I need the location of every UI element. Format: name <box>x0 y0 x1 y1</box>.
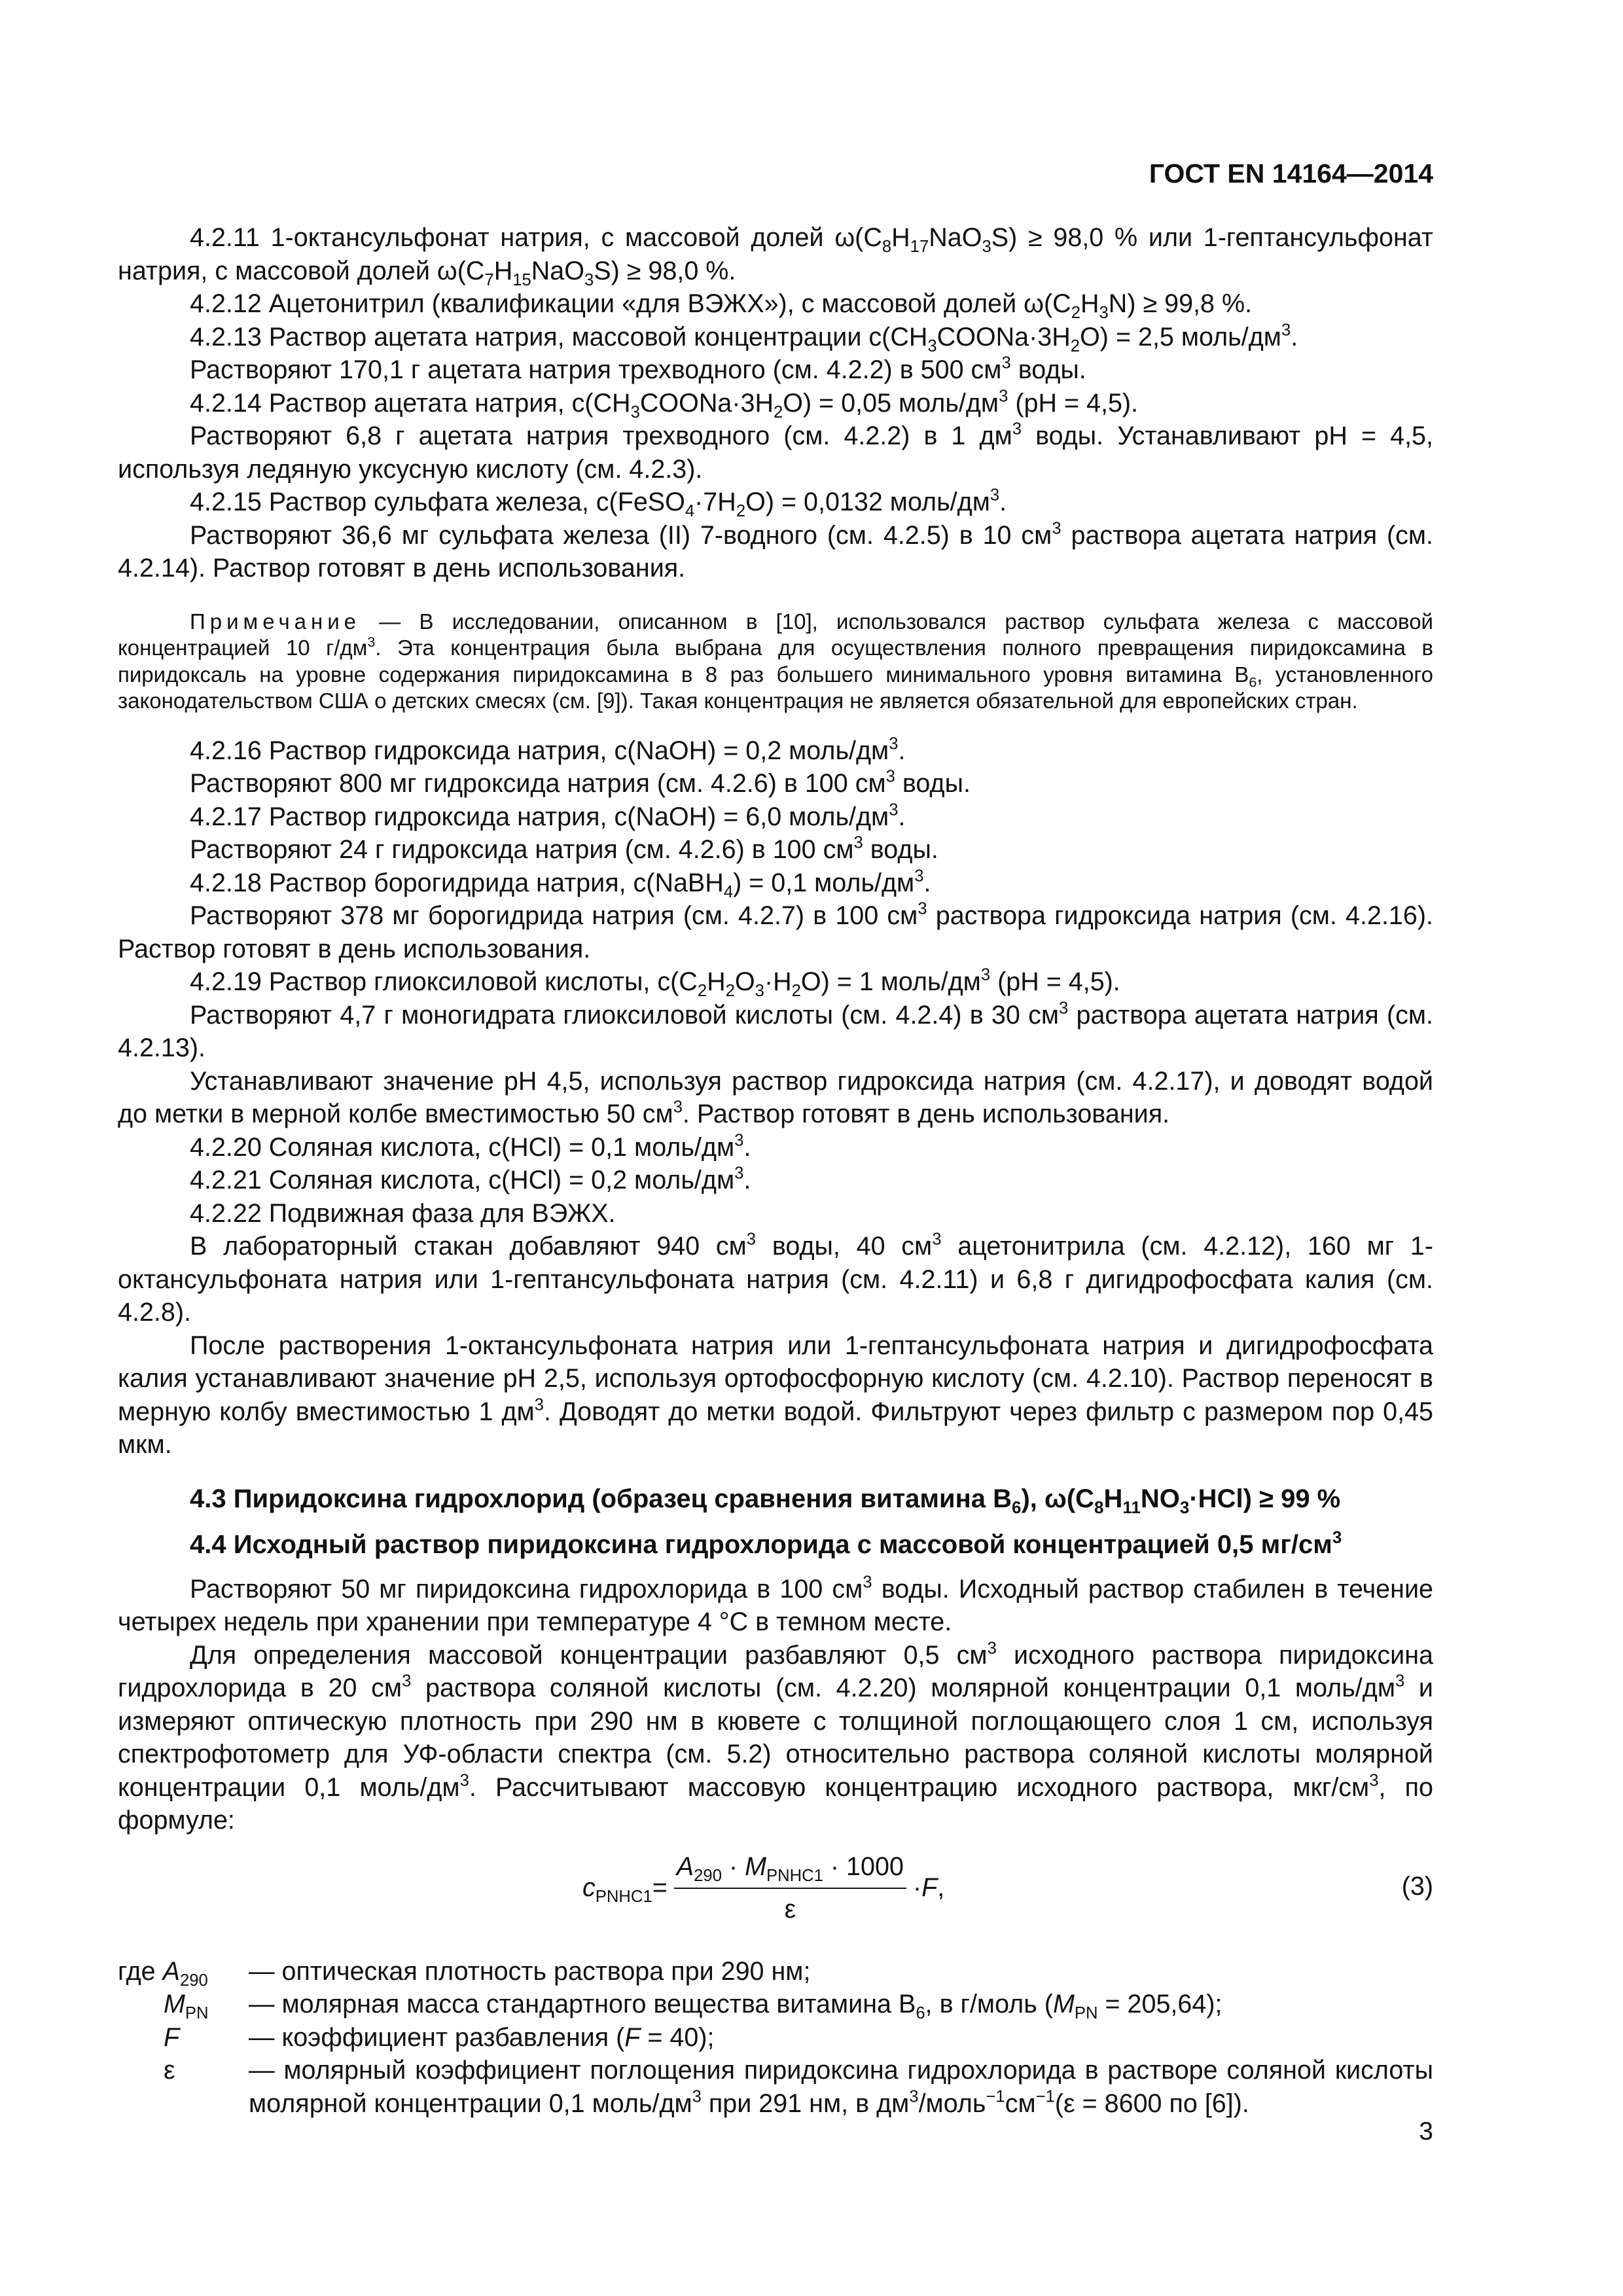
legend-row-a290: где $A_{290}$ — оптическая плотность раствора при 290 нм; <box>118 1956 811 1990</box>
formula-number: (3) <box>1401 1871 1433 1901</box>
item-4-2-19-text-2: Устанавливают значение pH 4,5, используя раствор гидроксида натрия (см. 4.2.17), и доводят водой до метки в мерной колбе вместимостью 50 $см^3$. Раствор готовят в день использования. <box>118 1066 1433 1128</box>
item-4-2-20: 4.2.20 Соляная кислота, c(HCl) = 0,1 моль/$дм^3$. <box>190 1131 751 1162</box>
item-4-2-16-text: Растворяют 800 мг гидроксида натрия (см. 4.2.6) в 100 $см^3$ воды. <box>190 767 971 798</box>
item-4-2-19-text: Растворяют 4,7 г моногидрата глиоксиловой кислоты (см. 4.2.4) в 30 $см^3$ раствора ацетата натрия (см. 4.2.13). <box>118 999 1433 1062</box>
item-4-2-18-text: Растворяют 378 мг борогидрида натрия (см. 4.2.7) в 100 $см^3$ раствора гидроксида натрия (см. 4.2.16). Раствор готовят в день использования. <box>118 899 1433 963</box>
legend-row-mpn: $M_{PN}$ — молярная масса стандартного вещества витамина $B_6$, в г/моль $(M_{PN} = 205,64)$; <box>164 1990 1222 2022</box>
formula-fraction <box>674 1850 906 1926</box>
formula-expression: $c_{PNHC1}$ = $\frac{A_{290} \cdot M_{PNHC1} \cdot 1000}{\varepsilon}$ · F , <box>582 1849 944 1928</box>
legend-row-epsilon: ε — молярный коэффициент поглощения пиридоксина гидрохлорида в растворе соляной кислоты молярной концентрации 0,1 моль/$дм^3$ при 291 нм, в $дм^3/моль^{-1}см^{-1}(\varepsilon = 8600$ по [6]). <box>164 2056 1433 2118</box>
item-4-2-11: 4.2.11 1-октансульфонат натрия, с массовой долей $\omega(C_8H_{17}NaO_3S) \ge 98,0$ % или 1-гептансульфонат натрия, с массовой долей $\omega(C_7H_{15}NaO_3S) \ge 98,0$ %. <box>118 223 1433 289</box>
item-4-2-22-text: В лабораторный стакан добавляют 940 $см^3$ воды, 40 $см^3$ ацетонитрила (см. 4.2.12), 160 мг 1-октансульфоната натрия или 1-гептансульфоната натрия (см. 4.2.11) и 6,8 г дигидрофосфата калия (см. 4.2.8). <box>118 1230 1433 1327</box>
formula-3 <box>118 1849 1433 1947</box>
item-4-2-17-text: Растворяют 24 г гидроксида натрия (см. 4.2.6) в 100 $см^3$ воды. <box>190 833 938 864</box>
formula-numerator: $A_{290} \cdot M_{PNHC1} \cdot 1000$ <box>674 1850 906 1889</box>
section-4-4-heading: 4.4 Исходный раствор пиридоксина гидрохлорида с массовой концентрацией 0,5 $мг/см^3$ <box>190 1526 1342 1559</box>
note: Примечание — В исследовании, описанном в [10], использовался раствор сульфата железа с массовой концентрацией 10 $г/дм^3$. Эта концентрация была выбрана для осуществления полного превращения пиридоксамина в пиридоксаль на уровне содержания пиридоксамина в 8 раз большего минимального уровня витамина $B_6$, установленного законодательством США о детских смесях (см. [9]). Такая концентрация не является обязательной для европейских стран. <box>118 609 1434 713</box>
item-4-2-16: 4.2.16 Раствор гидроксида натрия, c(NaOH) = 0,2 моль/$дм^3$. <box>190 734 906 765</box>
item-4-2-15-text: Растворяют 36,6 мг сульфата железа (II) 7-водного (см. 4.2.5) в 10 $см^3$ раствора ацетата натрия (см. 4.2.14). Раствор готовят в день использования. <box>118 519 1434 583</box>
item-4-2-22: 4.2.22 Подвижная фаза для ВЭЖХ. <box>190 1198 616 1228</box>
legend-row-f: F — коэффициент разбавления (F = 40); <box>164 2022 715 2052</box>
item-4-2-12: 4.2.12 Ацетонитрил (квалификации «для ВЭЖХ»), с массовой долей $\omega(C_2H_3N) \ge 99,8$ %. <box>190 289 1253 322</box>
section-4-3-heading: 4.3 Пиридоксина гидрохлорид (образец сравнения витамина $B_6$), $\omega(C_8H_{11}NO_3\cdot HCl) \ge 99$ % <box>190 1484 1341 1517</box>
section-4-4-paragraph-1: Растворяют 50 мг пиридоксина гидрохлорида в 100 $см^3$ воды. Исходный раствор стабилен в течение четырех недель при хранении при температуре 4 °C в темном месте. <box>118 1573 1433 1636</box>
item-4-2-15: 4.2.15 Раствор сульфата железа, $c(FeSO_4\cdot 7H_2O) = 0,0132$ моль/$дм^3$. <box>190 486 1007 520</box>
section-4-4-paragraph-2: Для определения массовой концентрации разбавляют 0,5 $см^3$ исходного раствора пиридоксина гидрохлорида в 20 $см^3$ раствора соляной кислоты (см. 4.2.20) молярной концентрации 0,1 моль/$дм^3$ и измеряют оптическую плотность при 290 нм в кювете с толщиной поглощающего слоя 1 см, используя спектрофотометр для УФ-области спектра (см. 5.2) относительно раствора соляной кислоты молярной концентрации 0,1 моль/$дм^3$. Рассчитывают массовую концентрацию исходного раствора, мкг/$см^3$, по формуле: <box>118 1639 1433 1835</box>
item-4-2-17: 4.2.17 Раствор гидроксида натрия, c(NaOH) = 6,0 моль/$дм^3$. <box>190 800 906 831</box>
formula-legend <box>118 1955 1433 2121</box>
item-4-2-18: 4.2.18 Раствор борогидрида натрия, c(NaBH$_4$) = 0,1 моль/$дм^3$. <box>190 867 931 901</box>
item-4-2-13: 4.2.13 Раствор ацетата натрия, массовой концентрации $c(CH_3COONa\cdot 3H_2O) = 2,5$ моль/$дм^3$. <box>190 321 1298 355</box>
item-4-2-21: 4.2.21 Соляная кислота, c(HCl) = 0,2 моль/$дм^3$. <box>190 1164 751 1194</box>
page-number: 3 <box>1419 2117 1433 2145</box>
item-4-2-14: 4.2.14 Раствор ацетата натрия, $c(CH_3COONa\cdot 3H_2O) = 0,05$ моль/$дм^3$ (pH = 4,5). <box>190 387 1139 422</box>
item-4-2-14-text: Растворяют 6,8 г ацетата натрия трехводного (см. 4.2.2) в 1 $дм^3$ воды. Устанавливают pH = 4,5, используя ледяную уксусную кислоту (см. 4.2.3). <box>118 420 1433 484</box>
item-4-2-22-text-2: После растворения 1-октансульфоната натрия или 1-гептансульфоната натрия и дигидрофосфата калия устанавливают значение pH 2,5, используя ортофосфорную кислоту (см. 4.2.10). Раствор переносят в мерную колбу вместимостью 1 $дм^3$. Доводят до метки водой. Фильтруют через фильтр с размером пор 0,45 мкм. <box>118 1331 1433 1459</box>
document-header: ГОСТ EN 14164—2014 <box>1149 158 1433 188</box>
item-4-2-19: 4.2.19 Раствор глиоксиловой кислоты, $c(C_2H_2O_3\cdot H_2O) = 1$ моль/$дм^3$ (pH = 4,5). <box>190 965 1120 1000</box>
note-label: Примечание <box>190 609 361 634</box>
formula-denominator: ε <box>784 1894 796 1924</box>
item-4-2-13-text: Растворяют 170,1 г ацетата натрия трехводного (см. 4.2.2) в 500 $см^3$ воды. <box>190 353 1086 384</box>
